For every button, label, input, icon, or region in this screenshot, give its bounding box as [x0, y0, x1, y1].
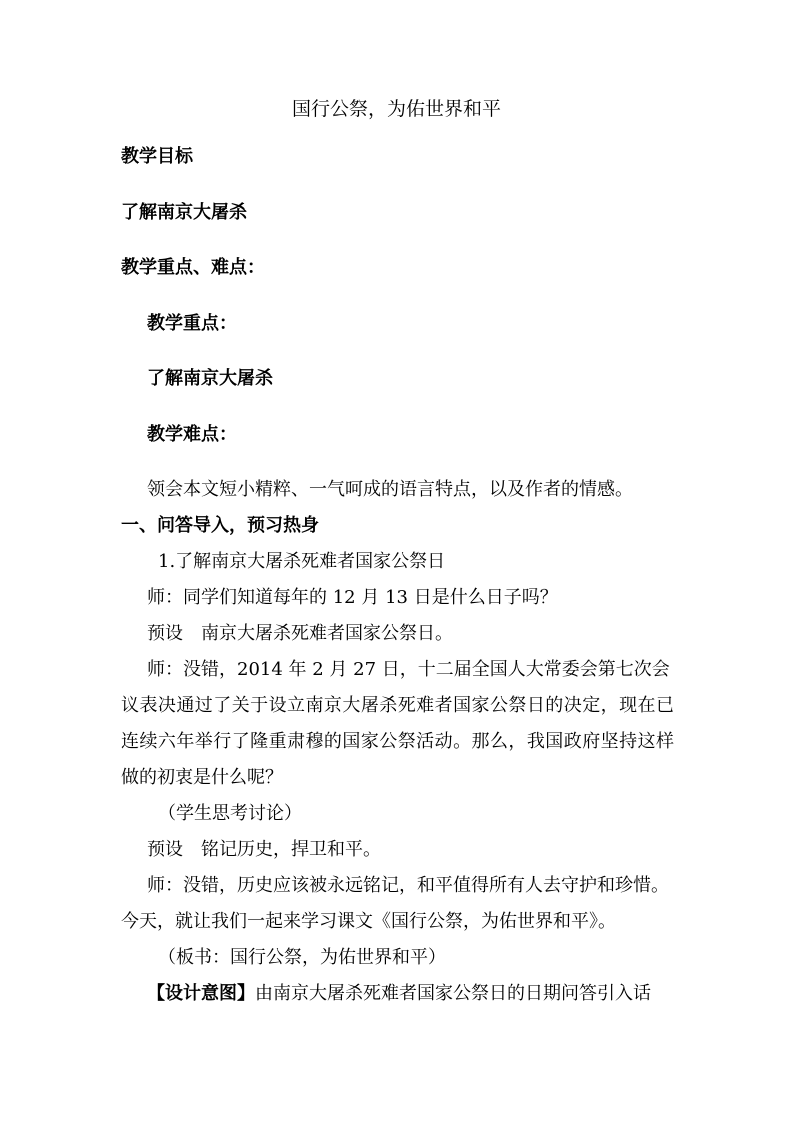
key-point-heading: 教学重点：: [147, 313, 237, 334]
section1-item1: 1.了解南京大屠杀死难者国家公祭日: [158, 551, 446, 572]
design-intent: [147, 982, 651, 1006]
teacher-paragraph-line: 议表决通过了关于设立南京大屠杀死难者国家公祭日的决定，现在已: [121, 695, 674, 716]
preset-answer-2: 预设 铭记历史，捍卫和平。: [147, 839, 381, 860]
difficulty-text: 领会本文短小精粹、一气呵成的语言特点，以及作者的情感。: [147, 479, 633, 500]
design-intent-label: 【设计意图】: [147, 983, 255, 1004]
page-title: 国行公祭，为佑世界和平: [291, 98, 501, 120]
teacher-paragraph-line: 师：没错，2014 年 2 月 27 日，十二届全国人大常委会第七次会: [147, 659, 670, 680]
objective-text: 了解南京大屠杀: [121, 202, 247, 223]
preset-answer-1: 预设 南京大屠杀死难者国家公祭日。: [147, 623, 453, 644]
section1-heading: 一、问答导入，预习热身: [121, 515, 319, 536]
student-note: （学生思考讨论）: [158, 803, 302, 824]
difficulty-heading: 教学难点：: [147, 424, 237, 445]
board-note: （板书：国行公祭，为佑世界和平）: [158, 947, 446, 968]
teacher-paragraph-line: 做的初衷是什么呢？: [121, 767, 283, 788]
teacher-question: 师：同学们知道每年的 12 月 13 日是什么日子吗？: [147, 587, 558, 608]
design-intent-text: 由南京大屠杀死难者国家公祭日的日期问答引入话: [255, 983, 651, 1004]
keypoints-heading: 教学重点、难点：: [121, 257, 265, 278]
objective-heading: 教学目标: [121, 146, 193, 167]
teacher-paragraph2-line: 今天，就让我们一起来学习课文《国行公祭，为佑世界和平》。: [121, 911, 616, 932]
key-point-text: 了解南京大屠杀: [147, 368, 273, 389]
teacher-paragraph-line: 连续六年举行了隆重肃穆的国家公祭活动。那么，我国政府坚持这样: [121, 731, 674, 752]
teacher-paragraph2-line: 师：没错，历史应该被永远铭记，和平值得所有人去守护和珍惜。: [147, 875, 669, 896]
